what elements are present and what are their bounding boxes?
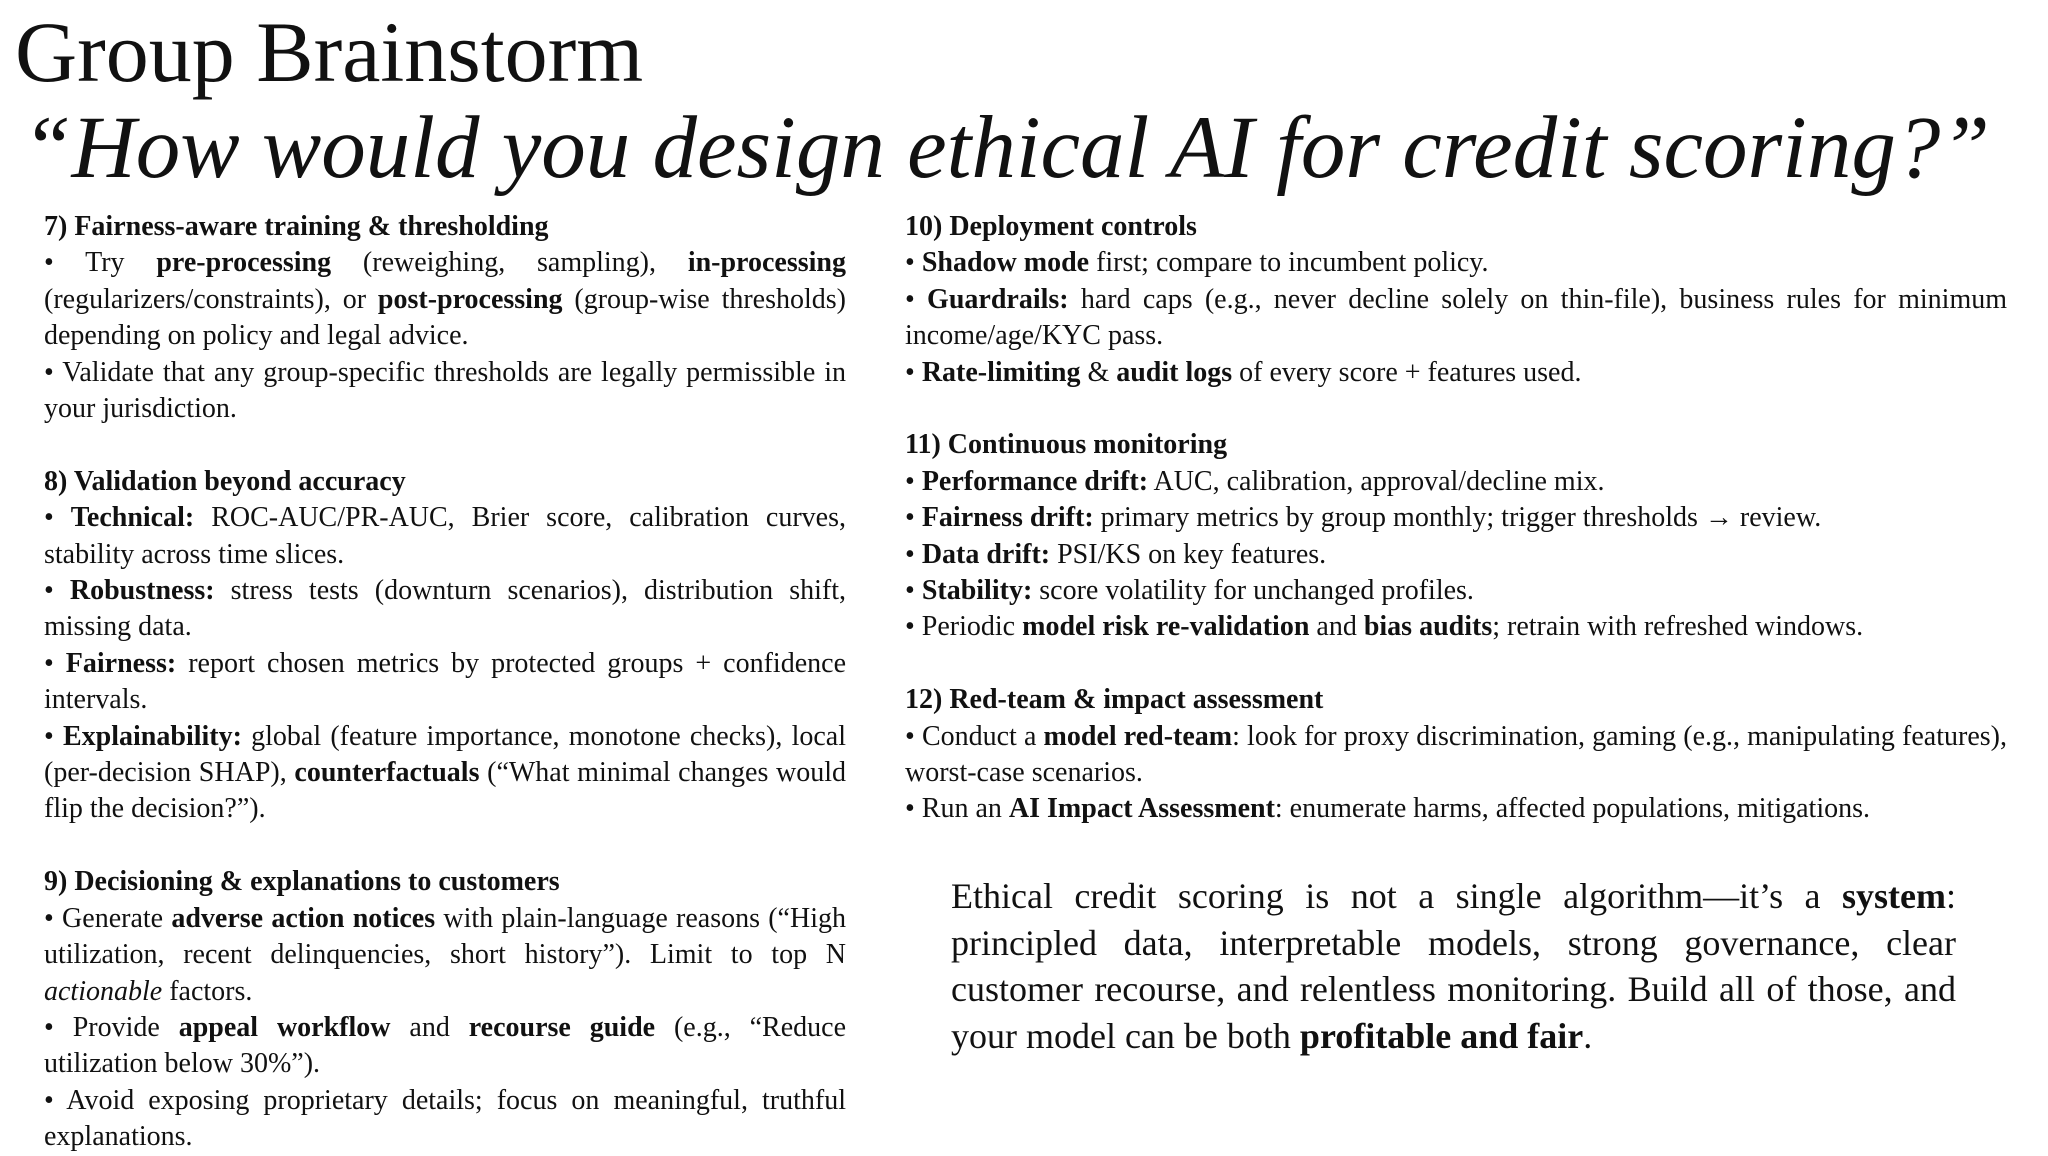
bullet-text: • (44, 647, 66, 679)
bullet-text: : enumerate harms, affected populations, mitigations. (1274, 793, 1871, 825)
bullet-item (44, 573, 846, 646)
bullet-keyword: adverse action notices (171, 902, 436, 934)
summary-keyword: profitable and fair (1299, 1015, 1584, 1056)
bullet-item (44, 719, 846, 828)
bullet-item (44, 1010, 846, 1083)
section-red-team-impact (905, 682, 2007, 828)
bullet-item (905, 355, 2007, 391)
bullet-keyword: recourse guide (468, 1011, 656, 1043)
bullet-text: : look for proxy discrimination, gaming (e.g., manipulating features), worst-case scenarios. (905, 720, 2007, 789)
bullet-item (44, 1083, 846, 1156)
bullet-text: with plain-language reasons (“High utilization, recent delinquencies, short history”). Limit to top N (44, 902, 846, 971)
summary-text: Ethical credit scoring is not a single algorithm—it’s a (951, 876, 1842, 916)
bullet-text: stress tests (downturn scenarios), distribution shift, missing data. (44, 575, 846, 643)
bullet-text: ; retrain with refreshed windows. (1492, 611, 1864, 643)
bullet-text: • (905, 283, 928, 315)
bullet-item (905, 791, 2007, 827)
bullet-text: factors. (162, 975, 253, 1007)
bullet-item (905, 537, 2007, 573)
bullet-text: • (905, 247, 922, 279)
bullet-text: and (1309, 611, 1364, 643)
bullet-text: • (905, 538, 922, 570)
right-column (905, 209, 2007, 828)
bullet-item (44, 901, 846, 1010)
bullet-text: primary metrics by group monthly; trigger thresholds → review. (1093, 502, 1822, 534)
bullet-keyword: Fairness drift: (921, 502, 1094, 534)
summary-text: : principled data, interpretable models, strong governance, clear customer recourse, and relentless monitoring. Build all of those, and your model can be both (951, 876, 1956, 1056)
bullet-keyword: AI Impact Assessment (1008, 793, 1275, 825)
bullet-text: (regularizers/constraints), or (44, 283, 378, 315)
left-column (44, 209, 846, 1156)
bullet-keyword: appeal workflow (178, 1011, 391, 1043)
bullet-text: • Try (44, 247, 157, 279)
bullet-keyword: Data drift: (921, 538, 1051, 570)
bullet-text: global (feature importance, monotone checks), local (per-decision SHAP), (44, 720, 846, 789)
bullet-text: • (44, 502, 71, 534)
bullet-keyword: audit logs (1116, 356, 1233, 388)
bullet-item (905, 573, 2007, 609)
bullet-keyword: pre-processing (156, 247, 332, 279)
bullet-item (44, 500, 846, 573)
slide-title: Group Brainstorm (15, 4, 644, 100)
bullet-keyword: Fairness: (65, 647, 177, 679)
bullet-keyword: model risk re-validation (1022, 611, 1310, 643)
bullet-text: • (905, 502, 922, 534)
bullet-text: • Avoid exposing proprietary details; focus on meaningful, truthful explanations. (44, 1084, 846, 1153)
bullet-text: • Provide (44, 1011, 179, 1043)
section-heading: 9) Decisioning & explanations to customers (44, 866, 560, 898)
bullet-item (44, 355, 846, 428)
bullet-text: • (905, 465, 922, 497)
bullet-keyword: Shadow mode (921, 247, 1090, 279)
bullet-text: (e.g., “Reduce utilization below 30%”). (44, 1011, 847, 1080)
bullet-text: • Periodic (905, 611, 1023, 643)
bullet-keyword: Performance drift: (921, 465, 1149, 497)
section-heading: 10) Deployment controls (905, 211, 1197, 242)
bullet-item (905, 719, 2007, 792)
bullet-text: (reweighing, sampling), (331, 247, 688, 279)
bullet-emphasis: actionable (44, 975, 163, 1007)
section-heading: 11) Continuous monitoring (905, 429, 1228, 461)
bullet-text: • (905, 356, 922, 388)
bullet-keyword: post-processing (377, 283, 563, 315)
section-heading: 7) Fairness-aware training & thresholding (44, 211, 549, 242)
bullet-item (44, 245, 846, 354)
bullet-text: score volatility for unchanged profiles. (1032, 575, 1474, 607)
bullet-text: • Run an (905, 793, 1009, 825)
bullet-text: PSI/KS on key features. (1050, 538, 1327, 570)
section-deployment-controls (905, 209, 2007, 391)
summary-text: . (1583, 1015, 1593, 1056)
section-continuous-monitoring (905, 427, 2007, 645)
bullet-item (905, 245, 2007, 281)
summary-keyword: system (1842, 876, 1946, 916)
bullet-item (905, 282, 2007, 355)
section-decisioning-explanations (44, 864, 846, 1155)
bullet-item (905, 464, 2007, 500)
bullet-text: ROC-AUC/PR-AUC, Brier score, calibration curves, stability across time slices. (44, 502, 847, 570)
section-validation-beyond-accuracy (44, 464, 846, 828)
bullet-item (44, 646, 846, 719)
bullet-keyword: Explainability: (63, 720, 242, 752)
summary-statement (951, 873, 1956, 1059)
bullet-item (905, 500, 2007, 536)
bullet-text: report chosen metrics by protected groups + confidence intervals. (44, 647, 846, 716)
bullet-keyword: Robustness: (69, 575, 215, 607)
bullet-item (905, 609, 2007, 645)
section-heading: 12) Red-team & impact assessment (905, 684, 1324, 716)
section-fairness-aware-training (44, 209, 846, 427)
bullet-text: of every score + features used. (1232, 356, 1582, 388)
bullet-text: • (44, 575, 70, 607)
bullet-text: and (390, 1011, 469, 1043)
bullet-keyword: counterfactuals (294, 757, 480, 789)
bullet-text: AUC, calibration, approval/decline mix. (1148, 465, 1605, 497)
bullet-keyword: Guardrails: (927, 283, 1069, 315)
bullet-text: • Generate (44, 902, 172, 934)
bullet-text: hard caps (e.g., never decline solely on thin-file), business rules for minimum income/age/KYC pass. (905, 283, 2007, 352)
bullet-keyword: model red-team (1043, 720, 1233, 752)
bullet-keyword: Rate-limiting (921, 356, 1081, 388)
bullet-keyword: in-processing (687, 247, 846, 279)
bullet-keyword: Technical: (70, 502, 195, 534)
bullet-keyword: bias audits (1363, 611, 1493, 643)
slide-question: “How would you design ethical AI for credit scoring?” (22, 99, 1990, 197)
bullet-text: • Conduct a (905, 720, 1044, 752)
bullet-keyword: Stability: (921, 575, 1033, 607)
bullet-text: (group-wise thresholds) depending on policy and legal advice. (44, 283, 846, 352)
section-heading: 8) Validation beyond accuracy (44, 465, 406, 497)
bullet-text: (“What minimal changes would flip the decision?”). (44, 757, 847, 825)
bullet-text: • (44, 720, 63, 752)
bullet-text: first; compare to incumbent policy. (1089, 247, 1489, 279)
bullet-text: • Validate that any group-specific thresholds are legally permissible in your jurisdiction. (44, 356, 846, 425)
bullet-text: • (905, 575, 922, 607)
bullet-text: & (1080, 356, 1117, 388)
